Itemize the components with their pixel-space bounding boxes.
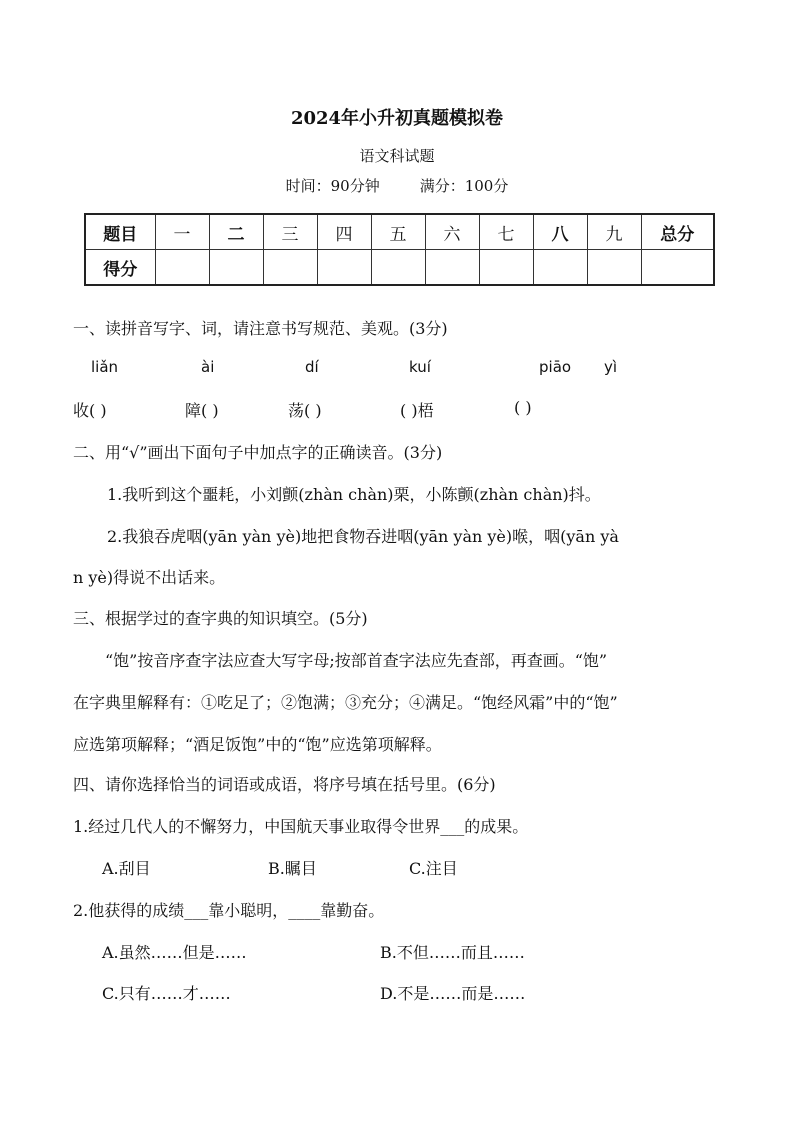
- q1-pinyin-1: liǎn: [91, 358, 119, 376]
- score-cell-5[interactable]: [371, 250, 425, 286]
- q4-item-2-option-a[interactable]: A.虽然……但是……: [102, 943, 247, 962]
- q4-item-1: 1.经过几代人的不懈努力，中国航天事业取得令世界___的成果。: [73, 817, 529, 836]
- q4-item-2-option-d[interactable]: D.不是……而是……: [380, 984, 526, 1003]
- score-table-score-row: [85, 250, 714, 286]
- score-cell-8[interactable]: [533, 250, 587, 286]
- score-header-4: 四: [317, 214, 371, 250]
- q4-item-2-option-c[interactable]: C.只有……才……: [102, 984, 231, 1003]
- exam-info: [0, 175, 794, 196]
- q3-paragraph-3: 应选第项解释；“酒足饭饱”中的“饱”应选第项解释。: [73, 735, 442, 754]
- score-cell-total[interactable]: [641, 250, 714, 286]
- score-header-6: 六: [425, 214, 479, 250]
- score-table: [84, 213, 715, 286]
- score-cell-3[interactable]: [263, 250, 317, 286]
- q1-blank-4[interactable]: ( )梧: [400, 401, 434, 420]
- score-header-total: 总分: [641, 214, 714, 250]
- q4-item-1-option-b[interactable]: B.瞩目: [268, 859, 317, 878]
- q3-paragraph-2: 在字典里解释有：①吃足了；②饱满；③充分；④满足。“饱经风霜”中的“饱”: [73, 693, 618, 712]
- q4-heading: 四、请你选择恰当的词语或成语，将序号填在括号里。(6分): [73, 775, 496, 794]
- q3-paragraph-1: “饱”按音序查字法应查大写字母;按部首查字法应先查部，再查画。“饱”: [105, 651, 608, 670]
- q1-pinyin-5: piāo: [539, 358, 572, 376]
- score-cell-6[interactable]: [425, 250, 479, 286]
- score-table-header-row: [85, 214, 714, 250]
- q4-item-2-option-b[interactable]: B.不但……而且……: [380, 943, 525, 962]
- score-cell-1[interactable]: [155, 250, 209, 286]
- score-cell-2[interactable]: [209, 250, 263, 286]
- exam-time: 时间：90分钟: [285, 177, 380, 195]
- q1-pinyin-2: ài: [201, 358, 215, 376]
- exam-title: 2024年小升初真题模拟卷: [290, 108, 504, 129]
- q2-sentence-1: 1.我听到这个噩耗，小刘颤(zhàn chàn)栗，小陈颤(zhàn chàn)抖。: [107, 485, 601, 504]
- q1-pinyin-3: dí: [305, 358, 319, 376]
- score-cell-4[interactable]: [317, 250, 371, 286]
- q3-heading: 三、根据学过的查字典的知识填空。(5分): [73, 609, 368, 628]
- score-header-label: 题目: [85, 214, 155, 250]
- score-header-3: 三: [263, 214, 317, 250]
- q1-heading: 一、读拼音写字、词，请注意书写规范、美观。(3分): [73, 319, 448, 338]
- q1-pinyin-4: kuí: [409, 358, 431, 376]
- exam-full-score: 满分：100分: [419, 177, 509, 195]
- q4-item-1-option-a[interactable]: A.刮目: [102, 859, 151, 878]
- q1-blank-5[interactable]: ( ): [514, 398, 532, 417]
- score-header-2: 二: [209, 214, 263, 250]
- score-cell-9[interactable]: [587, 250, 641, 286]
- score-header-8: 八: [533, 214, 587, 250]
- q1-blank-1[interactable]: 收( ): [73, 401, 107, 420]
- q2-sentence-2a: 2.我狼吞虎咽(yān yàn yè)地把食物吞进咽(yān yàn yè)喉，咽(yān yà: [107, 527, 619, 546]
- q2-heading: 二、用“√”画出下面句子中加点字的正确读音。(3分): [73, 443, 443, 462]
- score-cell-7[interactable]: [479, 250, 533, 286]
- score-header-5: 五: [371, 214, 425, 250]
- q2-sentence-2b: n yè)得说不出话来。: [73, 568, 226, 587]
- q1-pinyin-6: yì: [604, 358, 618, 376]
- q1-blank-3[interactable]: 荡( ): [288, 401, 322, 420]
- score-header-7: 七: [479, 214, 533, 250]
- q4-item-2: 2.他获得的成绩___靠小聪明，____靠勤奋。: [73, 901, 385, 920]
- q1-blank-2[interactable]: 障( ): [185, 401, 219, 420]
- score-header-1: 一: [155, 214, 209, 250]
- score-header-9: 九: [587, 214, 641, 250]
- exam-subtitle: 语文科试题: [359, 147, 435, 165]
- q4-item-1-option-c[interactable]: C.注目: [409, 859, 458, 878]
- score-row-label: 得分: [85, 250, 155, 286]
